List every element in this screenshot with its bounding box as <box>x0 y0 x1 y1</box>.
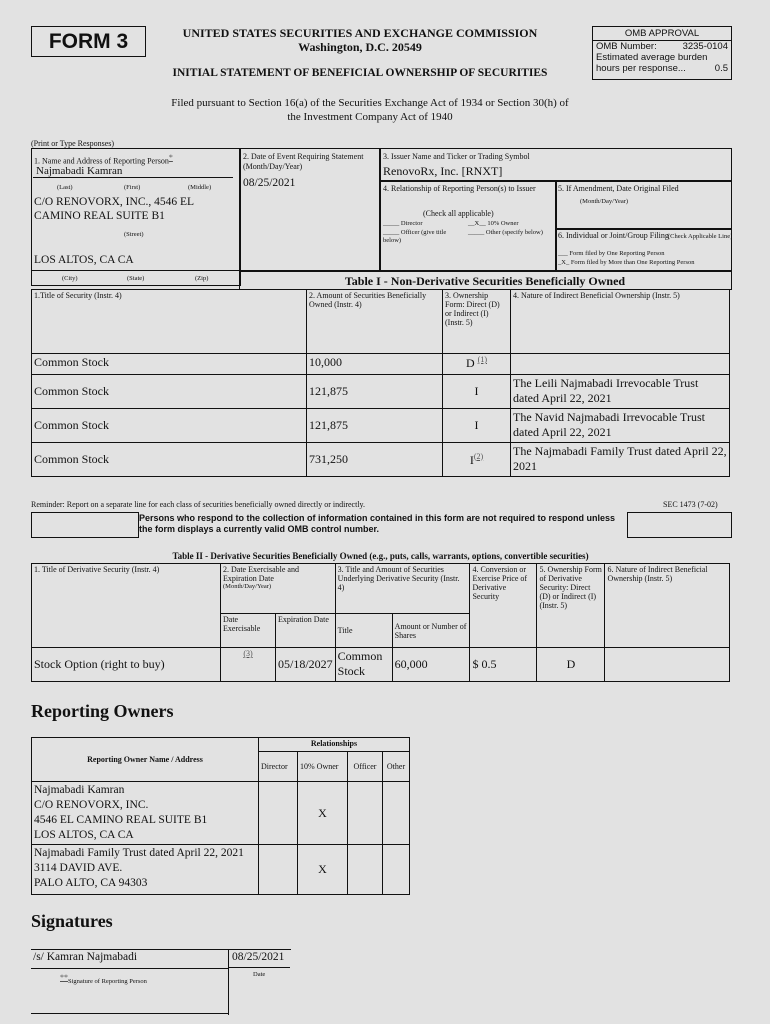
t1-r2-title: Common Stock <box>32 409 307 443</box>
t1-header-form: 3. Ownership Form: Direct (D) or Indirect (I) (Instr. 5) <box>443 290 511 354</box>
t1-r1-title: Common Stock <box>32 375 307 409</box>
table1 <box>31 289 730 477</box>
print-note: (Print or Type Responses) <box>31 139 115 148</box>
box5-small: (Month/Day/Year) <box>580 198 629 205</box>
divider <box>31 270 241 271</box>
t1-r2-nature: The Navid Najmabadi Irrevocable Trust dated April 22, 2021 <box>511 409 730 443</box>
omb-title: OMB APPROVAL <box>593 27 731 41</box>
owners-col-owner: 10% Owner <box>298 752 348 782</box>
form-title: INITIAL STATEMENT OF BENEFICIAL OWNERSHIP OF SECURITIES <box>172 67 548 79</box>
state-label: (State) <box>127 275 145 282</box>
omb-hours: 0.5 <box>714 63 728 74</box>
filed-line-2: the Investment Company Act of 1940 <box>287 111 453 123</box>
owners-col-director: Director <box>259 752 298 782</box>
t2-sub-amount: Amount or Number of Shares <box>392 614 470 648</box>
t2-r0-expiration: 05/18/2027 <box>276 648 336 682</box>
t2-sub-date-ex: Date Exercisable <box>221 614 276 648</box>
signature-star: ** <box>60 973 68 982</box>
t2-h3: 3. Title and Amount of Securities Underlying Derivative Security (Instr. 4) <box>335 564 470 614</box>
check-all: (Check all applicable) <box>423 209 494 218</box>
t2-r0-footnote[interactable]: (3) <box>243 649 253 658</box>
t2-r0-form: D <box>537 648 605 682</box>
table-row <box>32 443 730 477</box>
t1-r1-nature: The Leili Najmabadi Irrevocable Trust dated April 22, 2021 <box>511 375 730 409</box>
t2-h2 <box>221 564 336 614</box>
divider <box>31 1013 228 1014</box>
signatures-heading: Signatures <box>31 911 113 931</box>
reporting-owners-heading: Reporting Owners <box>31 701 174 721</box>
filed-pursuant <box>120 96 620 124</box>
t1-r3-title: Common Stock <box>32 443 307 477</box>
box1-label-text: 1. Name and Address of Reporting Person <box>34 156 169 166</box>
box2-label: 2. Date of Event Requiring Statement (Month/Day/Year) <box>243 152 364 171</box>
table1-title: Table I - Non-Derivative Securities Beneficially Owned <box>344 274 626 288</box>
signature-value: /s/ Kamran Najmabadi <box>33 951 138 963</box>
owner1-line2: PALO ALTO, CA 94303 <box>34 877 148 889</box>
owner0-line1: C/O RENOVORX, INC. <box>34 799 149 811</box>
owner1-ten-pct: X <box>298 845 348 895</box>
table-row <box>32 409 730 443</box>
table2-title: Table II - Derivative Securities Beneficially Owned (e.g., puts, calls, warrants, options, convertible securities) <box>172 551 589 561</box>
t2-r0-amount: 60,000 <box>392 648 470 682</box>
t1-header-amount: 2. Amount of Securities Beneficially Owned (Instr. 4) <box>307 290 443 354</box>
owner0-ten-pct: X <box>298 782 348 845</box>
event-date: 08/25/2021 <box>243 177 296 189</box>
t2-h1: 1. Title of Derivative Security (Instr. 4) <box>32 564 221 648</box>
table-row <box>32 648 730 682</box>
box6-check: (Check Applicable Line) <box>668 233 733 240</box>
persons-notice: Persons who respond to the collection of information contained in this form are not required to respond unless the form displays a currently valid OMB control number. <box>139 513 616 534</box>
box1-star: * <box>168 153 173 162</box>
owners-col-officer: Officer <box>348 752 383 782</box>
t1-r0-form: D <box>466 356 475 370</box>
t2-sub-title: Title <box>335 614 392 648</box>
agency-location: Washington, D.C. 20549 <box>298 40 422 54</box>
box6-option-2[interactable]: _X_ Form filed by More than One Reporting Person <box>558 259 695 266</box>
t1-r0-amount: 10,000 <box>307 354 443 375</box>
t1-r0-nature <box>511 354 730 375</box>
owner1-line1: 3114 DAVID AVE. <box>34 862 123 874</box>
reporter-name: Najmabadi Kamran <box>36 165 123 177</box>
omb-hours-label: hours per response... <box>596 63 686 74</box>
t1-header-title: 1.Title of Security (Instr. 4) <box>32 290 307 354</box>
t1-r2-form: I <box>474 418 479 432</box>
owner1-line0: Najmabadi Family Trust dated April 22, 2021 <box>34 847 244 859</box>
t1-header-nature: 4. Nature of Indirect Beneficial Ownership (Instr. 5) <box>511 290 730 354</box>
t1-r1-form: I <box>474 384 479 398</box>
date-label: Date <box>253 971 266 978</box>
agency-name: UNITED STATES SECURITIES AND EXCHANGE COMMISSION <box>182 26 538 40</box>
t1-r3-footnote[interactable]: (2) <box>473 451 484 461</box>
t2-h2-small: (Month/Day/Year) <box>223 583 272 590</box>
box1-label <box>34 153 173 166</box>
street-address: C/O RENOVORX, INC., 4546 EL CAMINO REAL SUITE B1 <box>34 196 194 222</box>
zip-label: (Zip) <box>195 275 209 282</box>
issuer-name: RenovoRx, Inc. [RNXT] <box>383 164 503 178</box>
t2-r0-nature <box>605 648 730 682</box>
signature-label <box>60 973 147 985</box>
t1-r2-amount: 121,875 <box>307 409 443 443</box>
filed-line-1: Filed pursuant to Section 16(a) of the Securities Exchange Act of 1934 or Section 30(h) of <box>171 97 569 109</box>
omb-number-label: OMB Number: <box>596 41 657 52</box>
t2-r0-price: $ 0.5 <box>470 648 537 682</box>
box5-label: 5. If Amendment, Date Original Filed <box>558 184 679 193</box>
t2-sub-exp: Expiration Date <box>276 614 336 648</box>
t2-h5: 5. Ownership Form of Derivative Security: Direct (D) or Indirect (I) (Instr. 5) <box>537 564 605 648</box>
city-line: LOS ALTOS, CA CA <box>34 254 134 266</box>
t2-r0-sec-title: Common Stock <box>335 648 392 682</box>
divider <box>33 177 233 178</box>
owners-table <box>31 737 410 895</box>
reminder-left-box <box>31 512 139 538</box>
owner0-line2: 4546 EL CAMINO REAL SUITE B1 <box>34 814 208 826</box>
middle-label: (Middle) <box>188 184 212 191</box>
officer-line[interactable]: _____ Officer (give title below) <box>383 229 447 244</box>
owner0-line0: Najmabadi Kamran <box>34 784 125 796</box>
omb-approval-box <box>592 26 732 80</box>
reminder-text: Reminder: Report on a separate line for each class of securities beneficially owned directly or indirectly. <box>31 500 366 509</box>
t1-r0-footnote[interactable]: (1) <box>477 355 487 364</box>
t2-r0-title: Stock Option (right to buy) <box>32 648 221 682</box>
owners-col-rel: Relationships <box>259 738 410 752</box>
director-line[interactable]: _____ Director <box>383 220 423 227</box>
t2-h4: 4. Conversion or Exercise Price of Derivative Security <box>470 564 537 648</box>
t2-h6: 6. Nature of Indirect Beneficial Ownership (Instr. 5) <box>605 564 730 648</box>
t1-r3-form: I <box>469 452 474 467</box>
city-label: (City) <box>62 275 78 282</box>
owner0-line3: LOS ALTOS, CA CA <box>34 829 134 841</box>
ten-pct-owner-line[interactable]: __X__ 10% Owner <box>468 220 519 227</box>
omb-burden-label: Estimated average burden <box>596 52 708 63</box>
box6-option-1[interactable]: ___ Form filed by One Reporting Person <box>558 250 665 257</box>
owners-col-other: Other <box>383 752 410 782</box>
omb-number: 3235-0104 <box>682 41 728 52</box>
t2-h2-text: 2. Date Exercisable and Expiration Date <box>223 565 299 583</box>
sec-number: SEC 1473 (7-02) <box>663 500 718 509</box>
table-row <box>32 354 730 375</box>
first-label: (First) <box>124 184 141 191</box>
box4-label: 4. Relationship of Reporting Person(s) to Issuer <box>383 184 536 193</box>
last-label: (Last) <box>57 184 73 191</box>
street-label: (Street) <box>124 231 144 238</box>
owners-col-name: Reporting Owner Name / Address <box>32 738 259 782</box>
reminder-right-box <box>627 512 732 538</box>
table1-title-box <box>239 270 732 290</box>
signature-label-text: Signature of Reporting Person <box>68 978 147 986</box>
box6-label: 6. Individual or Joint/Group Filing <box>558 231 669 240</box>
table-row <box>32 375 730 409</box>
agency-header <box>150 26 570 54</box>
divider <box>228 967 290 968</box>
t1-r0-title: Common Stock <box>32 354 307 375</box>
table2 <box>31 563 730 682</box>
other-line[interactable]: _____ Other (specify below) <box>468 229 543 236</box>
table-row <box>32 782 410 845</box>
t1-r1-amount: 121,875 <box>307 375 443 409</box>
t1-r3-nature: The Najmabadi Family Trust dated April 22, 2021 <box>511 443 730 477</box>
table-row <box>32 845 410 895</box>
t1-r3-amount: 731,250 <box>307 443 443 477</box>
form-number: FORM 3 <box>31 26 146 57</box>
signature-date: 08/25/2021 <box>232 951 285 963</box>
box3-label: 3. Issuer Name and Ticker or Trading Symbol <box>383 152 530 161</box>
